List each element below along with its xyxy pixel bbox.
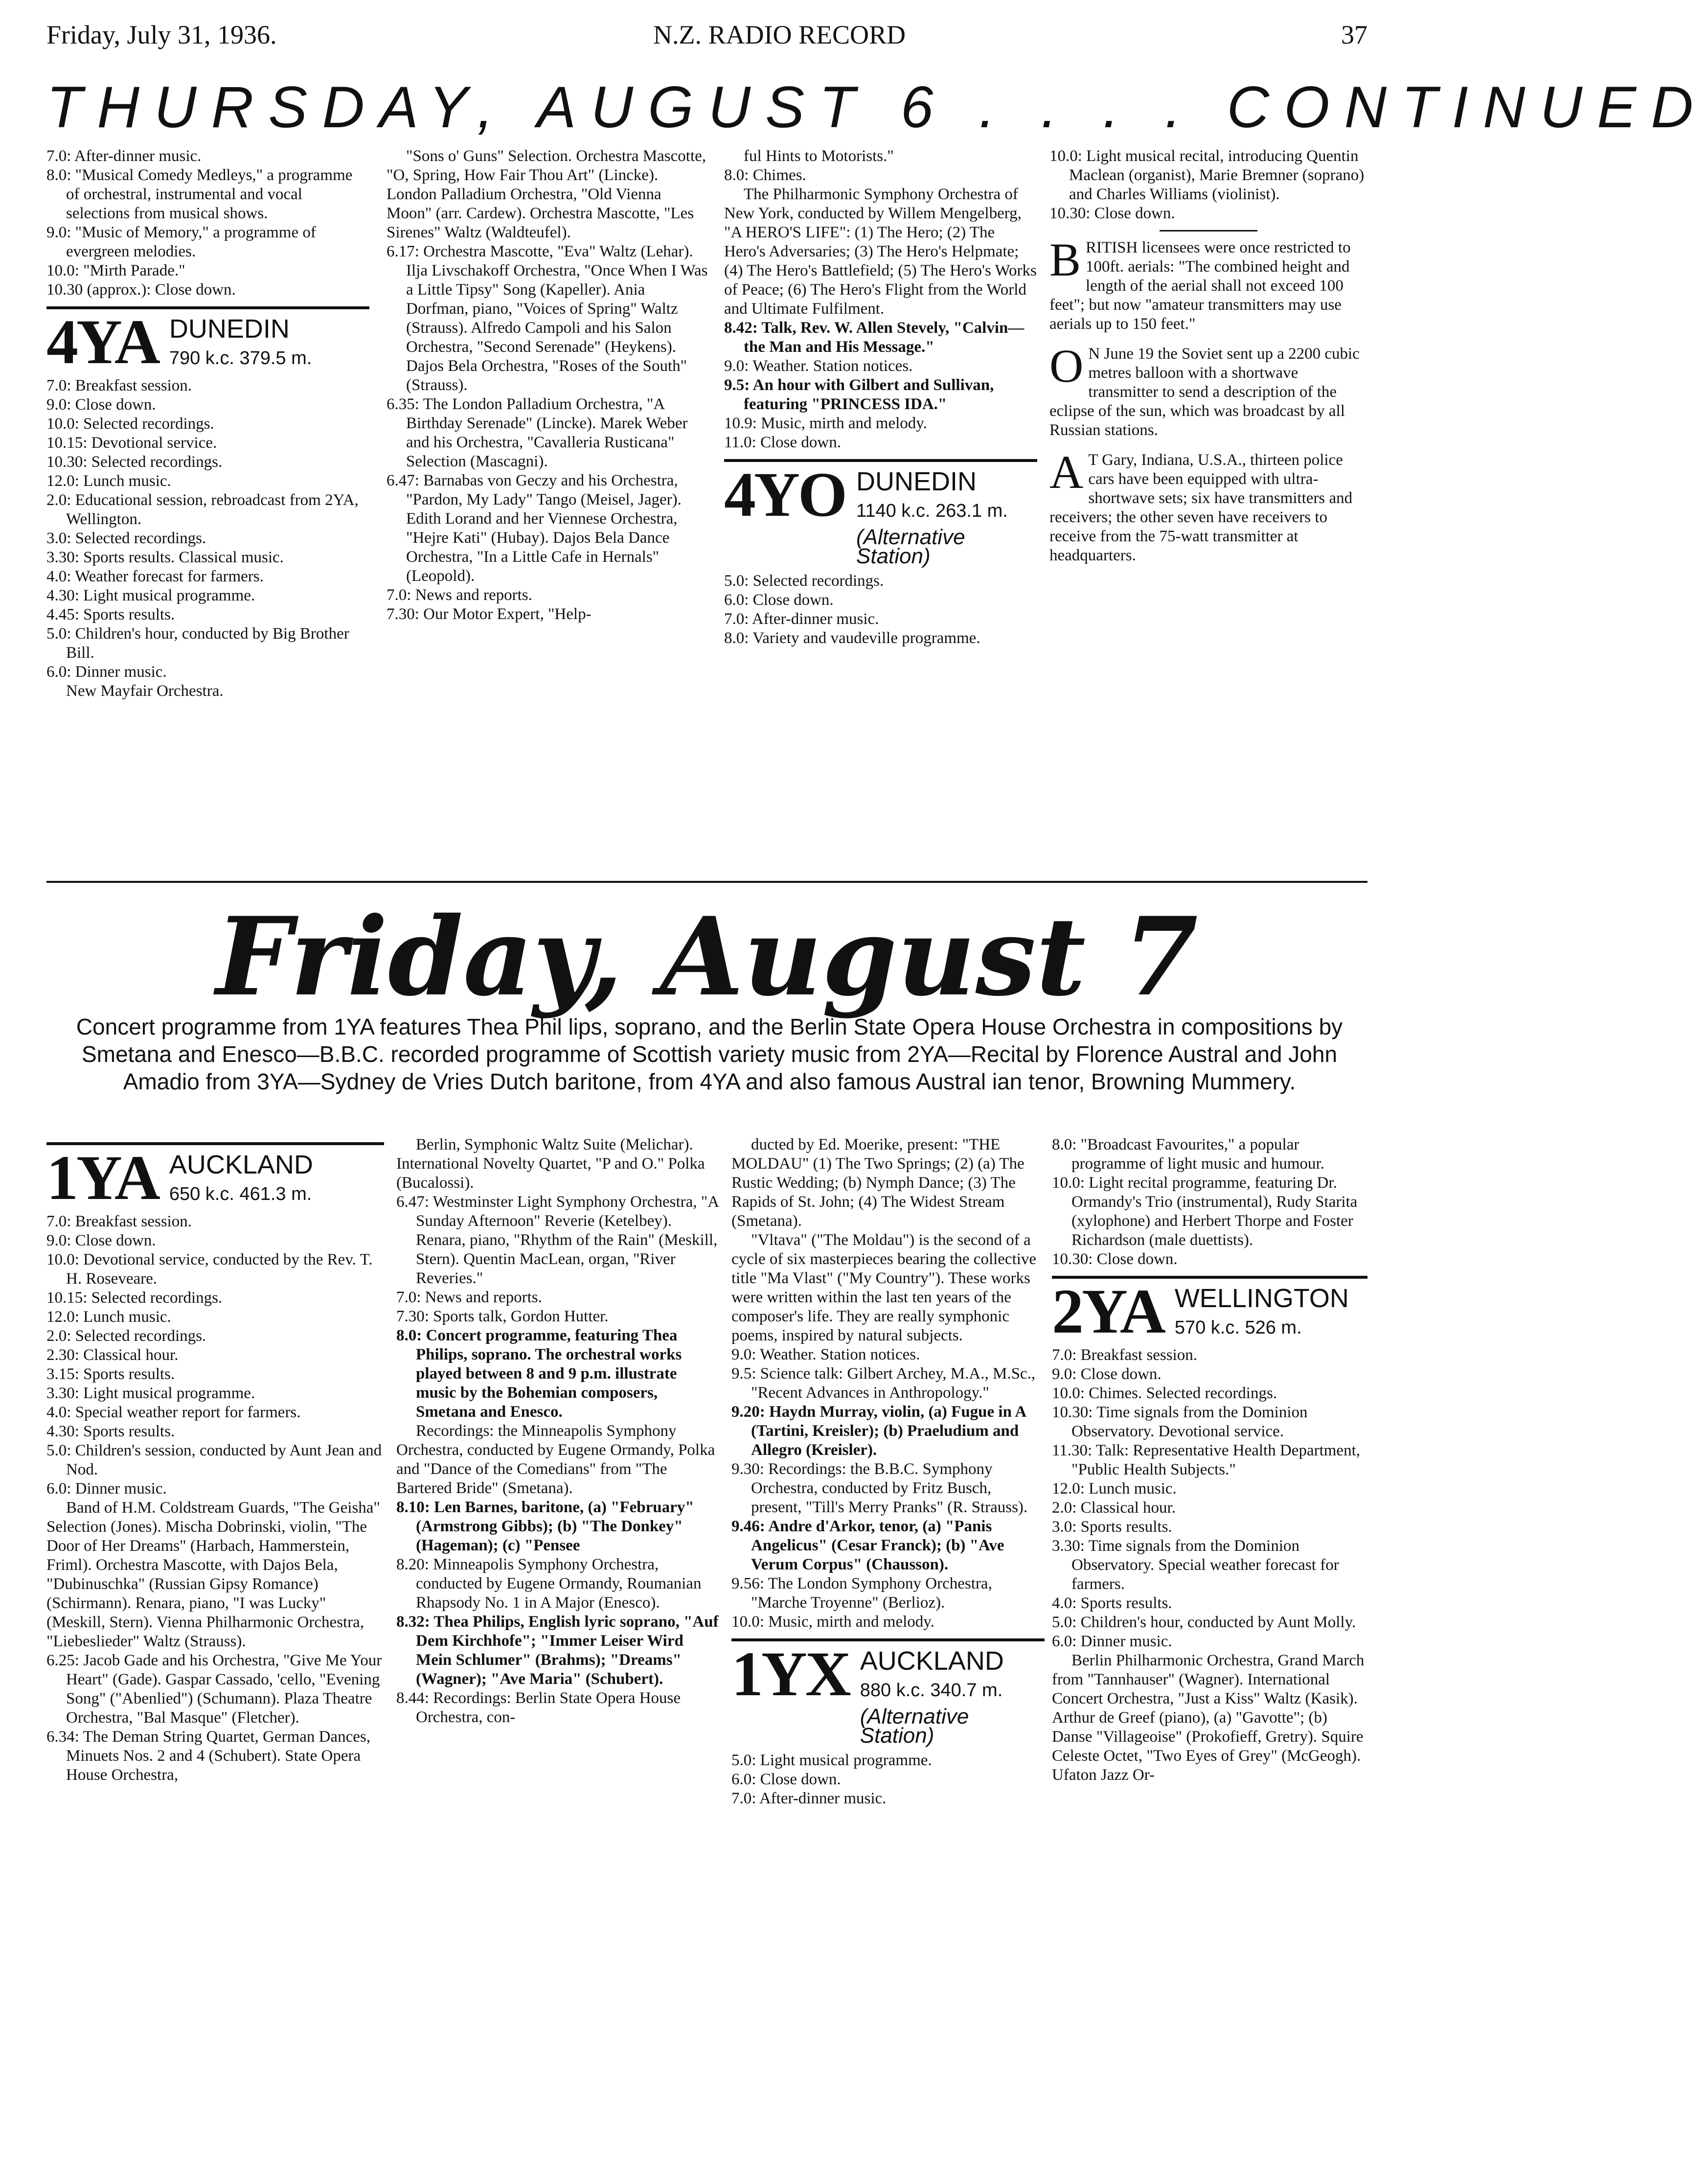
page-number: 37 — [1341, 20, 1367, 49]
news-note — [1049, 340, 1367, 440]
programme-entry: ducted by Ed. Moerike, present: "THE MOLDAU" (1) The Two Springs; (2) (a) The Rustic Wedding; (b) Nymph Dance; (3) The Rapids of St. John; (4) The Widest Stream (Smetana). — [731, 1136, 1025, 1230]
programme-entry: 7.0: After-dinner music. — [46, 147, 202, 165]
programme-entry: 6.47: Westminster Light Symphony Orchestra, "A Sunday Afternoon" Reverie (Ketelbey). Renara, piano, "Rhythm of the Rain" (Meskill, Stern). Quentin MacLean, organ, "River Reveries." — [396, 1193, 719, 1287]
programme-entry: 10.0: Devotional service, conducted by the Rev. T. H. Roseveare. — [46, 1251, 373, 1288]
programme-entry: ful Hints to Motorists." — [744, 147, 894, 165]
station-note: (Alternative Station) — [860, 1704, 969, 1748]
programme-entry: 2.0: Selected recordings. — [46, 1327, 206, 1345]
programme-entry: 6.17: Orchestra Mascotte, "Eva" Waltz (Lehar). Ilja Livschakoff Orchestra, "Once When I Was a Little Tipsy" Song (Kapeller). Ania Dorfman, piano, "Voices of Spring" Waltz (Strauss). Alfredo Campoli and his Salon Orchestra, "Second Serenade" (Heykens). Dajos Bela Orchestra, "Roses of the South" (Strauss). — [387, 243, 708, 394]
thursday-column-4 — [1049, 147, 1367, 866]
programme-entry: 9.0: Weather. Station notices. — [731, 1346, 920, 1363]
friday-column-4 — [1052, 1135, 1367, 2153]
programme-entry: 7.0: After-dinner music. — [731, 1790, 887, 1807]
station-call-sign: 4YO — [724, 460, 845, 530]
programme-entry: 10.30: Time signals from the Dominion Observatory. Devotional service. — [1052, 1404, 1308, 1440]
programme-entry: 7.0: News and reports. — [396, 1289, 542, 1306]
programme-entry: 6.47: Barnabas von Geczy and his Orchestra, "Pardon, My Lady" Tango (Meisel, Jager). Edith Lorand and her Viennese Orchestra, "Hejre Kati" (Hubay). Dajos Bela Dance Orchestra, "In a Little Cafe in Hernals" (Leopold). — [387, 472, 682, 585]
news-note — [1049, 233, 1367, 334]
programme-entry: 5.0: Selected recordings. — [724, 572, 884, 590]
programme-entry: 6.0: Dinner music. — [46, 1480, 167, 1497]
programme-entry: 4.30: Light musical programme. — [46, 587, 255, 604]
programme-entry: 10.15: Selected recordings. — [46, 1289, 223, 1307]
thursday-4ya-list — [46, 376, 369, 701]
programme-entry: 11.30: Talk: Representative Health Department, "Public Health Subjects." — [1052, 1442, 1360, 1478]
programme-entry: 10.30: Selected recordings. — [46, 453, 223, 471]
programme-entry: 9.46: Andre d'Arkor, tenor, (a) "Panis Angelicus" (Cesar Franck); (b) "Ave Verum Corpus" (Chausson). — [731, 1518, 1004, 1573]
station-city: DUNEDIN — [169, 314, 290, 344]
station-frequency: 880 k.c. 340.7 m. — [860, 1680, 1003, 1701]
station-call-sign: 4YA — [46, 307, 159, 377]
drop-cap: A — [1049, 446, 1084, 498]
programme-entry: 2.0: Educational session, rebroadcast from 2YA, Wellington. — [46, 491, 359, 528]
programme-entry: 4.30: Sports results. — [46, 1423, 175, 1440]
programme-entry: Recordings: the Minneapolis Symphony Orchestra, conducted by Eugene Ormandy, Polka and "Dance of the Comedians" from "The Bartered Bride" (Smetana). — [396, 1422, 715, 1497]
programme-entry: 8.10: Len Barnes, baritone, (a) "February" (Armstrong Gibbs); (b) "The Donkey" (Hageman); (c) "Pensee — [396, 1498, 694, 1554]
friday-title: Friday, August 7 — [216, 893, 1198, 1020]
programme-entry: 10.0: Light musical recital, introducing Quentin Maclean (organist), Marie Bremner (soprano) and Charles Williams (violinist). — [1049, 147, 1365, 203]
programme-entry: 9.20: Haydn Murray, violin, (a) Fugue in A (Tartini, Kreisler); (b) Praeludium and Allegro (Kreisler). — [731, 1403, 1026, 1459]
station-4ya — [46, 306, 369, 377]
programme-entry: 3.30: Time signals from the Dominion Observatory. Special weather forecast for farmers. — [1052, 1537, 1339, 1593]
programme-entry: 9.0: Close down. — [1052, 1365, 1161, 1383]
programme-entry: 10.0: Light recital programme, featuring Dr. Ormandy's Trio (instrumental), Rudy Starita (xylophone) and Herbert Thorpe and Foster Richardson (male duettists). — [1052, 1174, 1358, 1249]
station-city: AUCKLAND — [169, 1150, 313, 1179]
station-frequency: 570 k.c. 526 m. — [1174, 1317, 1302, 1338]
friday-column-3 — [731, 1135, 1045, 2153]
programme-entry: 8.32: Thea Philips, English lyric soprano, "Auf Dem Kirchhofe"; "Immer Leiser Wird Mein Schlumer" (Brahms); "Dreams" (Wagner); "Ave Maria" (Schubert). — [396, 1613, 719, 1688]
news-note — [1049, 446, 1367, 565]
station-call-sign: 1YA — [46, 1143, 159, 1213]
programme-entry: 10.0: Music, mirth and melody. — [731, 1613, 934, 1631]
programme-entry: 6.0: Close down. — [731, 1771, 841, 1788]
friday-intro: Concert programme from 1YA features Thea Phil lips, soprano, and the Berlin State Opera House Orchestra in compositions by Smetana and Enesco—B.B.C. recorded programme of Scottish variety music from 2YA—Recital by Florence Austral and John Amadio from 3YA—Sydney de Vries Dutch baritone, from 4YA and also famous Austral ian tenor, Browning Mummery. — [76, 1014, 1343, 1094]
programme-entry: 9.0: Weather. Station notices. — [724, 357, 913, 375]
station-city: DUNEDIN — [856, 467, 977, 496]
thursday-col1-list — [46, 147, 369, 299]
programme-entry: Berlin, Symphonic Waltz Suite (Melichar). International Novelty Quartet, "P and O." Polka (Bucalossi). — [396, 1136, 705, 1192]
column-rule — [1160, 230, 1257, 231]
programme-entry: 5.0: Light musical programme. — [731, 1751, 932, 1769]
programme-entry: 7.30: Our Motor Expert, "Help- — [387, 605, 592, 623]
programme-entry: 8.0: Variety and vaudeville programme. — [724, 629, 980, 647]
programme-entry: 10.30 (approx.): Close down. — [46, 281, 236, 299]
thursday-column-3 — [724, 147, 1037, 866]
programme-entry: 7.0: Breakfast session. — [1052, 1346, 1197, 1364]
programme-entry: Band of H.M. Coldstream Guards, "The Geisha" Selection (Jones). Mischa Dobrinski, violin, "The Door of Her Dreams" (Harbach, Hammerstein, Friml). Orchestra Mascotte, with Dajos Bela, "Dubinuschka" (Russian Gipsy Romance) (Schirmann). Renara, piano, "I was Lucky" (Meskill, Stern). Vienna Philharmonic Orchestra, "Liebeslieder" Waltz (Strauss). — [46, 1499, 380, 1650]
programme-entry: 8.42: Talk, Rev. W. Allen Stevely, "Calvin—the Man and His Message." — [724, 319, 1025, 356]
programme-entry: 10.0: "Mirth Parade." — [46, 262, 185, 279]
thursday-column-2 — [387, 147, 709, 866]
programme-entry: 3.0: Sports results. — [1052, 1518, 1172, 1536]
station-note: (Alternative Station) — [856, 525, 965, 568]
station-city: WELLINGTON — [1174, 1284, 1349, 1313]
programme-entry: 4.0: Special weather report for farmers. — [46, 1404, 301, 1421]
programme-entry: 6.25: Jacob Gade and his Orchestra, "Give Me Your Heart" (Gade). Gaspar Cassado, 'cello, "Evening Song" ("Abenlied") (Schumann). Plaza Theatre Orchestra, "Bal Masque" (Fletcher). — [46, 1652, 382, 1727]
note-text: RITISH licensees were once restricted to 100ft. aerials: "The combined height and length of the aerial shall not exceed 100 feet"; but now "amateur transmitters may use aerials up to 150 feet." — [1049, 239, 1351, 333]
station-frequency: 1140 k.c. 263.1 m. — [856, 501, 1008, 521]
programme-entry: 7.0: After-dinner music. — [724, 610, 879, 628]
station-frequency: 790 k.c. 379.5 m. — [169, 348, 312, 369]
programme-entry: 4.45: Sports results. — [46, 606, 175, 623]
header-publication: N.Z. RADIO RECORD — [653, 20, 906, 49]
thursday-banner: THURSDAY, AUGUST 6 . . . . CONTINUED — [46, 74, 1708, 140]
programme-entry: 6.0: Dinner music. — [46, 663, 167, 681]
programme-entry: 6.0: Dinner music. — [1052, 1633, 1172, 1650]
programme-entry: 8.20: Minneapolis Symphony Orchestra, conducted by Eugene Ormandy, Roumanian Rhapsody No. 1 in A Major (Enesco). — [396, 1556, 702, 1612]
programme-entry: 10.0: Selected recordings. — [46, 415, 214, 433]
thursday-col4-list — [1049, 147, 1367, 223]
programme-entry: 3.15: Sports results. — [46, 1365, 175, 1383]
programme-entry: 10.30: Close down. — [1052, 1250, 1178, 1268]
programme-entry: 10.15: Devotional service. — [46, 434, 217, 452]
programme-entry: 9.56: The London Symphony Orchestra, "Marche Troyenne" (Berlioz). — [731, 1575, 992, 1612]
thursday-4yo-list — [724, 572, 1037, 648]
programme-entry: 10.30: Close down. — [1049, 205, 1175, 222]
drop-cap: B — [1049, 233, 1081, 286]
programme-entry: 9.30: Recordings: the B.B.C. Symphony Orchestra, conducted by Fritz Busch, present, "Till's Merry Pranks" (R. Strauss). — [731, 1460, 1028, 1516]
station-4yo — [724, 459, 1037, 566]
programme-entry: 11.0: Close down. — [724, 434, 841, 451]
programme-entry: 8.0: Concert programme, featuring Thea Philips, soprano. The orchestral works played between 8 and 9 p.m. illustrate music by the Bohemian composers, Smetana and Enesco. — [396, 1327, 682, 1421]
thursday-column-1 — [46, 147, 369, 866]
friday-column-2 — [396, 1135, 719, 2153]
programme-entry: 4.0: Sports results. — [1052, 1594, 1172, 1612]
station-2ya — [1052, 1276, 1367, 1347]
programme-entry: 5.0: Children's session, conducted by Aunt Jean and Nod. — [46, 1442, 382, 1478]
programme-entry: 9.0: Close down. — [46, 396, 156, 414]
programme-entry: "Sons o' Guns" Selection. Orchestra Mascotte, "O, Spring, How Fair Thou Art" (Lincke). London Palladium Orchestra, "Old Vienna Moon" (arr. Cardew). Orchestra Mascotte, "Les Sirenes" Waltz (Waldteufel). — [387, 147, 706, 241]
programme-entry: 7.0: Breakfast session. — [46, 1213, 192, 1230]
programme-entry: 10.9: Music, mirth and melody. — [724, 415, 927, 432]
station-call-sign: 2YA — [1052, 1276, 1164, 1347]
note-text: T Gary, Indiana, U.S.A., thirteen police cars have been equipped with ultra-shortwave sets; six have transmitters and receivers; the other seven have receivers to receive from the 75-watt transmitter at headquarters. — [1049, 451, 1353, 564]
programme-entry: 12.0: Lunch music. — [46, 472, 171, 490]
drop-cap: O — [1049, 340, 1084, 392]
station-city: AUCKLAND — [860, 1646, 1004, 1676]
programme-entry: 3.30: Light musical programme. — [46, 1384, 255, 1402]
programme-entry: 5.0: Children's hour, conducted by Aunt Molly. — [1052, 1613, 1356, 1631]
programme-entry: 10.0: Chimes. Selected recordings. — [1052, 1384, 1277, 1402]
friday-col1-list — [46, 1212, 384, 1785]
station-1ya — [46, 1142, 384, 1213]
thursday-col2-list — [387, 147, 709, 624]
programme-entry: 7.0: News and reports. — [387, 586, 532, 604]
programme-entry: 9.0: "Music of Memory," a programme of evergreen melodies. — [46, 224, 316, 260]
friday-col2-list — [396, 1135, 719, 1727]
programme-entry: 3.0: Selected recordings. — [46, 530, 206, 547]
programme-entry: 3.30: Sports results. Classical music. — [46, 549, 284, 566]
programme-entry: 9.5: An hour with Gilbert and Sullivan, featuring "PRINCESS IDA." — [724, 376, 994, 413]
programme-entry: 6.35: The London Palladium Orchestra, "A Birthday Serenade" (Lincke). Marek Weber and his Orchestra, "Cavalleria Rusticana" Selection (Mascagni). — [387, 395, 688, 470]
station-1yx — [731, 1638, 1045, 1748]
programme-entry: 6.34: The Deman String Quartet, German Dances, Minuets Nos. 2 and 4 (Schubert). State Opera House Orchestra, — [46, 1728, 370, 1784]
header-date: Friday, July 31, 1936. — [46, 20, 277, 49]
programme-entry: 7.30: Sports talk, Gordon Hutter. — [396, 1308, 609, 1325]
programme-entry: 5.0: Children's hour, conducted by Big Brother Bill. — [46, 625, 349, 662]
friday-column-1 — [46, 1135, 384, 2153]
programme-entry: 8.0: Chimes. — [724, 166, 806, 184]
programme-entry: 9.5: Science talk: Gilbert Archey, M.A., M.Sc., "Recent Advances in Anthropology." — [731, 1365, 1036, 1402]
friday-col3-list — [731, 1135, 1045, 1632]
friday-2ya-list — [1052, 1346, 1367, 1785]
programme-entry: New Mayfair Orchestra. — [66, 682, 224, 700]
programme-entry: 12.0: Lunch music. — [1052, 1480, 1177, 1497]
programme-entry: 8.0: "Broadcast Favourites," a popular programme of light music and humour. — [1052, 1136, 1324, 1173]
notes-list — [1049, 233, 1367, 565]
programme-entry: 12.0: Lunch music. — [46, 1308, 171, 1326]
programme-entry: 2.0: Classical hour. — [1052, 1499, 1176, 1517]
programme-entry: 8.0: "Musical Comedy Medleys," a programme of orchestral, instrumental and vocal selections from musical shows. — [46, 166, 353, 222]
programme-entry: 2.30: Classical hour. — [46, 1346, 179, 1364]
programme-entry: 6.0: Close down. — [724, 591, 834, 609]
programme-entry: 4.0: Weather forecast for farmers. — [46, 568, 264, 585]
thursday-col3-list — [724, 147, 1037, 452]
station-frequency: 650 k.c. 461.3 m. — [169, 1184, 312, 1204]
station-call-sign: 1YX — [731, 1639, 849, 1709]
programme-entry: 7.0: Breakfast session. — [46, 377, 192, 394]
programme-entry: 8.44: Recordings: Berlin State Opera House Orchestra, con- — [396, 1689, 681, 1726]
programme-entry: 9.0: Close down. — [46, 1232, 156, 1249]
page-header — [46, 20, 1367, 64]
friday-1yx-list — [731, 1751, 1045, 1808]
programme-entry: The Philharmonic Symphony Orchestra of New York, conducted by Willem Mengelberg, "A HERO'S LIFE": (1) The Hero; (2) The Hero's Adversaries; (3) The Hero's Helpmate; (4) The Hero's Battlefield; (5) The Hero's Works of Peace; (6) The Hero's Flight from the World and Ultimate Fulfilment. — [724, 185, 1037, 318]
section-divider — [46, 881, 1367, 883]
note-text: N June 19 the Soviet sent up a 2200 cubic metres balloon with a shortwave transmitter to send a description of the eclipse of the sun, which was broadcast by all Russian stations. — [1049, 345, 1360, 439]
programme-entry: Berlin Philharmonic Orchestra, Grand March from "Tannhauser" (Wagner). International Concert Orchestra, "Just a Kiss" Waltz (Kasik). Arthur de Greef (piano), (a) "Gavotte"; (b) Danse "Villageoise" (Prokofieff, Gretry). Squire Celeste Octet, "Two Eyes of Grey" (McGeogh). Ufaton Jazz Or- — [1052, 1652, 1365, 1784]
programme-entry: "Vltava" ("The Moldau") is the second of a cycle of six masterpieces bearing the collective title "Ma Vlast" ("My Country"). These works were written within the last ten years of the composer's life. They are really symphonic poems, inspired by natural subjects. — [731, 1231, 1037, 1344]
friday-col4-list — [1052, 1135, 1367, 1269]
